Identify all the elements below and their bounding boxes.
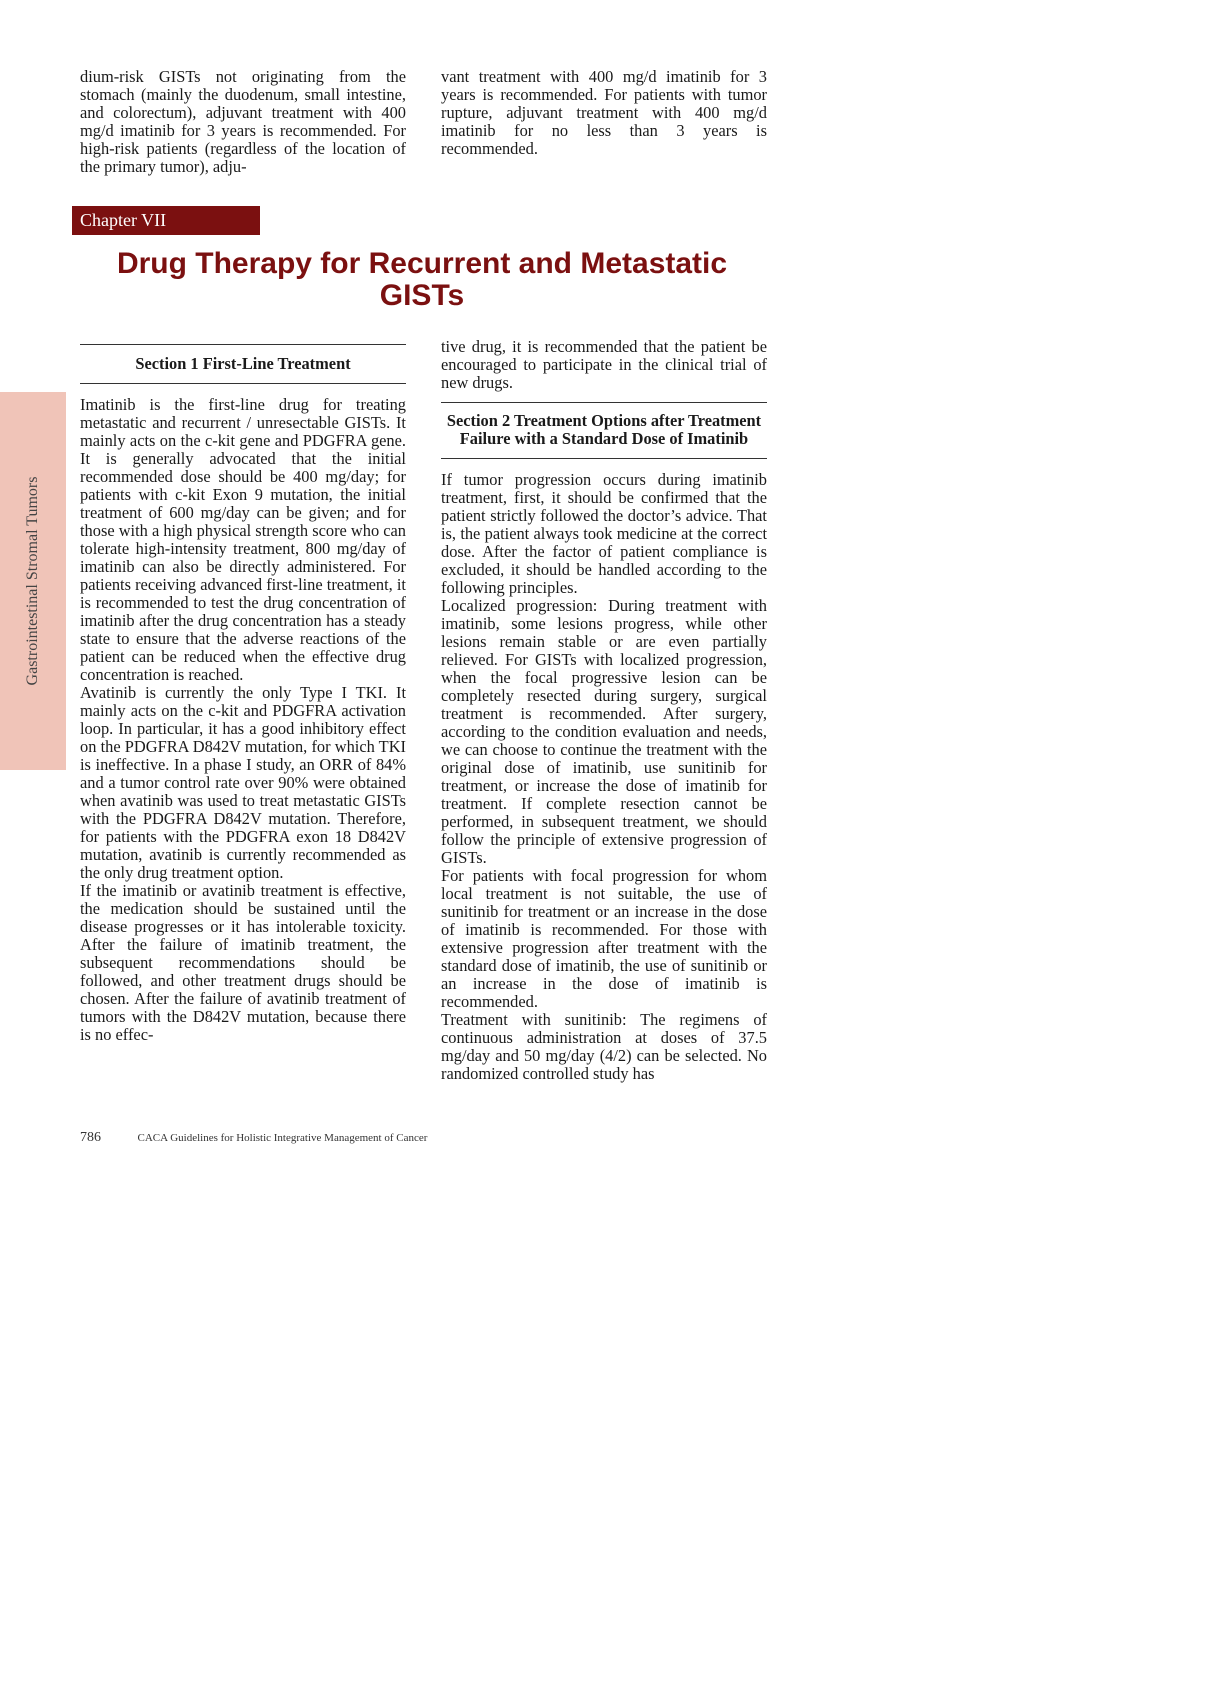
- section1-paragraph-3: If the imatinib or avatinib treatment is effective, the medication should be sustained until the disease progresses or it has intolerable toxicity. After the failure of imatinib treatment, the subsequent recommendations should be followed, and other treatment drugs should be chosen. After the failure of avatinib treatment of tumors with the D842V mutation, because there is no effec-: [80, 881, 406, 1044]
- section1-heading: Section 1 First-Line Treatment: [80, 344, 406, 384]
- top-left-paragraph: dium-risk GISTs not originating from the stomach (mainly the duodenum, small intestine, and colorectum), adjuvant treatment with 400 mg/d imatinib for 3 years is recommended. For high-risk patients (regardless of the location of the primary tumor), adju-: [80, 67, 406, 176]
- main-left-column: [80, 344, 406, 1044]
- main-right-column: [441, 338, 767, 1083]
- section1-paragraph-2: Avatinib is currently the only Type I TKI. It mainly acts on the c-kit and PDGFRA activation loop. In particular, it has a good inhibitory effect on the PDGFRA D842V mutation, for which TKI is ineffective. In a phase I study, an ORR of 84% and a tumor control rate over 90% were obtained when avatinib was used to treat metastatic GISTs with the PDGFRA D842V mutation. Therefore, for patients with the PDGFRA exon 18 D842V mutation, avatinib is currently recommended as the only drug treatment option.: [80, 683, 406, 882]
- page-number: 786: [80, 1130, 101, 1145]
- top-left-text: [80, 68, 406, 176]
- chapter-title: Drug Therapy for Recurrent and Metastatic GISTs: [116, 247, 728, 312]
- section2-paragraph-4: Treatment with sunitinib: The regimens of continuous administration at doses of 37.5 mg/day and 50 mg/day (4/2) can be selected. No randomized controlled study has: [441, 1010, 767, 1083]
- section1-paragraph-1: Imatinib is the first-line drug for treating metastatic and recurrent / unresectable GISTs. It mainly acts on the c-kit gene and PDGFRA gene. It is generally advocated that the initial recommended dose should be 400 mg/day; for patients with c-kit Exon 9 mutation, the initial treatment of 600 mg/day can be given; and for those with a high physical strength score who can tolerate high-intensity treatment, 800 mg/day of imatinib can also be directly administered. For patients receiving advanced first-line treatment, it is recommended to test the drug concentration of imatinib after the drug concentration has a steady state to ensure that the adverse reactions of the patient can be reduced when the effective drug concentration is reached.: [80, 395, 406, 684]
- top-right-text: [441, 68, 767, 158]
- top-right-paragraph: vant treatment with 400 mg/d imatinib for 3 years is recommended. For patients with tumor rupture, adjuvant treatment with 400 mg/d imatinib for no less than 3 years is recommended.: [441, 67, 767, 158]
- side-tab-label: Gastrointestinal Stromal Tumors: [24, 476, 41, 686]
- section1-continuation: tive drug, it is recommended that the patient be encouraged to participate in the clinical trial of new drugs.: [441, 337, 767, 392]
- page-footer: [80, 1130, 427, 1146]
- section2-paragraph-1: If tumor progression occurs during imatinib treatment, first, it should be confirmed that the patient strictly followed the doctor’s advice. That is, the patient always took medicine at the correct dose. After the factor of patient compliance is excluded, it should be handled according to the following principles.: [441, 470, 767, 597]
- section2-paragraph-3: For patients with focal progression for whom local treatment is not suitable, the use of sunitinib for treatment or an increase in the dose of imatinib is recommended. For those with extensive progression after treatment with the standard dose of imatinib, the use of sunitinib or an increase in the dose of imatinib is recommended.: [441, 866, 767, 1011]
- side-tab: [0, 392, 66, 770]
- footer-text: CACA Guidelines for Holistic Integrative Management of Cancer: [137, 1132, 428, 1144]
- section2-paragraph-2: Localized progression: During treatment with imatinib, some lesions progress, while other lesions remain stable or are even partially relieved. For GISTs with localized progression, when the focal progressive lesion can be completely resected during surgery, surgical treatment is recommended. After surgery, according to the condition evaluation and needs, we can choose to continue the treatment with the original dose of imatinib, use sunitinib for treatment, or increase the dose of imatinib for treatment. If complete resection cannot be performed, in subsequent treatment, we should follow the principle of extensive progression of GISTs.: [441, 596, 767, 867]
- section2-heading: Section 2 Treatment Options after Treatment Failure with a Standard Dose of Imatinib: [441, 402, 767, 459]
- chapter-label: Chapter VII: [72, 206, 260, 235]
